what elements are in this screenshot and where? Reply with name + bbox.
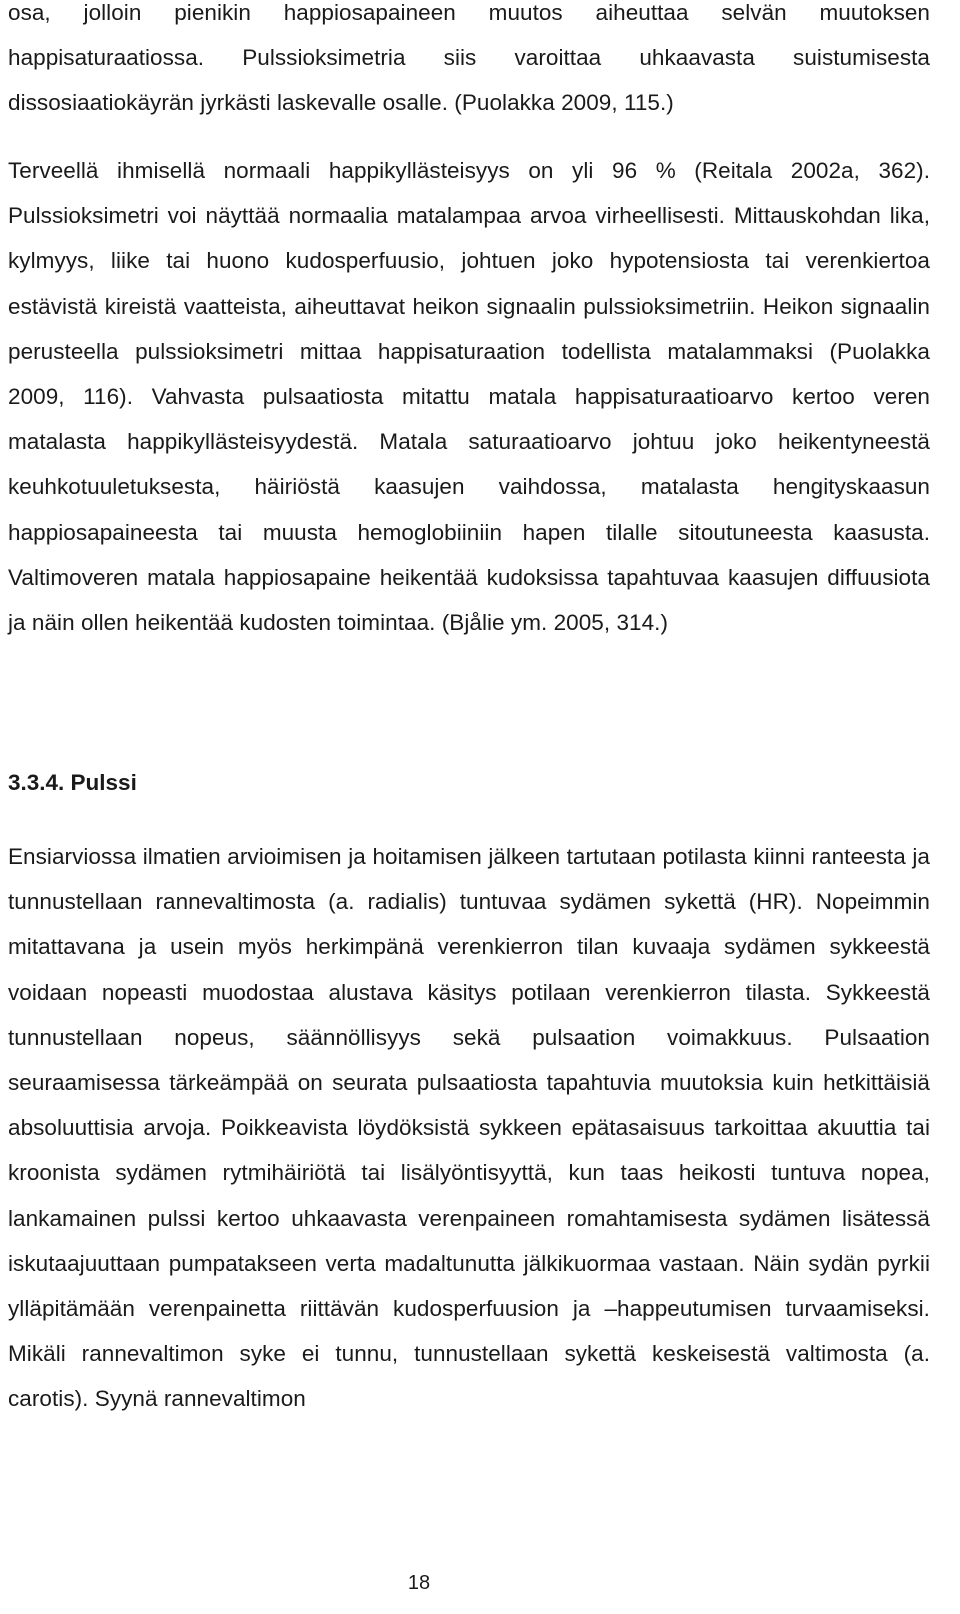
page-number: 18 bbox=[407, 1572, 431, 1594]
document-page bbox=[8, 0, 930, 1614]
section-heading-pulse: 3.3.4. Pulssi bbox=[8, 770, 137, 795]
paragraph-pulse-oximetry-warning: osa, jolloin pienikin happiosapaineen muutos aiheuttaa selvän muutoksen happisaturaatiossa. Pulssioksimetria siis varoittaa uhkaavasta suistumisesta dissosiaatiokäyrän jyrkästi laskevalle osalle. (Puolakka 2009, 115.) bbox=[8, 0, 930, 116]
paragraph-oxygen-saturation: Terveellä ihmisellä normaali happikyllästeisyys on yli 96 % (Reitala 2002a, 362). Pulssioksimetri voi näyttää normaalia matalampaa arvoa virheellisesti. Mittauskohdan lika, kylmyys, liike tai huono kudosperfuusio, johtuen joko hypotensiosta tai verenkiertoa estävistä kireistä vaatteista, aiheuttavat heikon signaalin pulssioksimetriin. Heikon signaalin perusteella pulssioksimetri mittaa happisaturaation todellista matalammaksi (Puolakka 2009, 116). Vahvasta pulsaatiosta mitattu matala happisaturaatioarvo kertoo veren matalasta happikyllästeisyydestä. Matala saturaatioarvo johtuu joko heikentyneestä keuhkotuuletuksesta, häiriöstä kaasujen vaihdossa, matalasta hengityskaasun happiosapaineesta tai muusta hemoglobiiniin hapen tilalle sitoutuneesta kaasusta. Valtimoveren matala happiosapaine heikentää kudoksissa tapahtuvaa kaasujen diffuusiota ja näin ollen heikentää kudosten toimintaa. (Bjålie ym. 2005, 314.) bbox=[8, 158, 930, 636]
paragraph-pulse: Ensiarviossa ilmatien arvioimisen ja hoitamisen jälkeen tartutaan potilasta kiinni ranteesta ja tunnustellaan rannevaltimosta (a. radialis) tuntuvaa sydämen sykettä (HR). Nopeimmin mitattavana ja usein myös herkimpänä verenkierron tilan kuvaaja sydämen sykkeestä voidaan nopeasti muodostaa alustava käsitys potilaan verenkierron tilasta. Sykkeestä tunnustellaan nopeus, säännöllisyys sekä pulsaation voimakkuus. Pulsaation seuraamisessa tärkeämpää on seurata pulsaatiosta tapahtuvia muutoksia kuin hetkittäisiä absoluuttisia arvoja. Poikkeavista löydöksistä sykkeen epätasaisuus tarkoittaa akuuttia tai kroonista sydämen rytmihäiriötä tai lisälyöntisyyttä, kun taas heikosti tuntuva nopea, lankamainen pulssi kertoo uhkaavasta verenpaineen romahtamisesta sydämen lisätessä iskutaajuuttaan pumpatakseen verta madaltunutta jälkikuormaa vastaan. Näin sydän pyrkii ylläpitämään verenpainetta riittävän kudosperfuusion ja –happeutumisen turvaamiseksi. Mikäli rannevaltimon syke ei tunnu, tunnustellaan sykettä keskeisestä valtimosta (a. carotis). Syynä rannevaltimon bbox=[8, 844, 930, 1412]
